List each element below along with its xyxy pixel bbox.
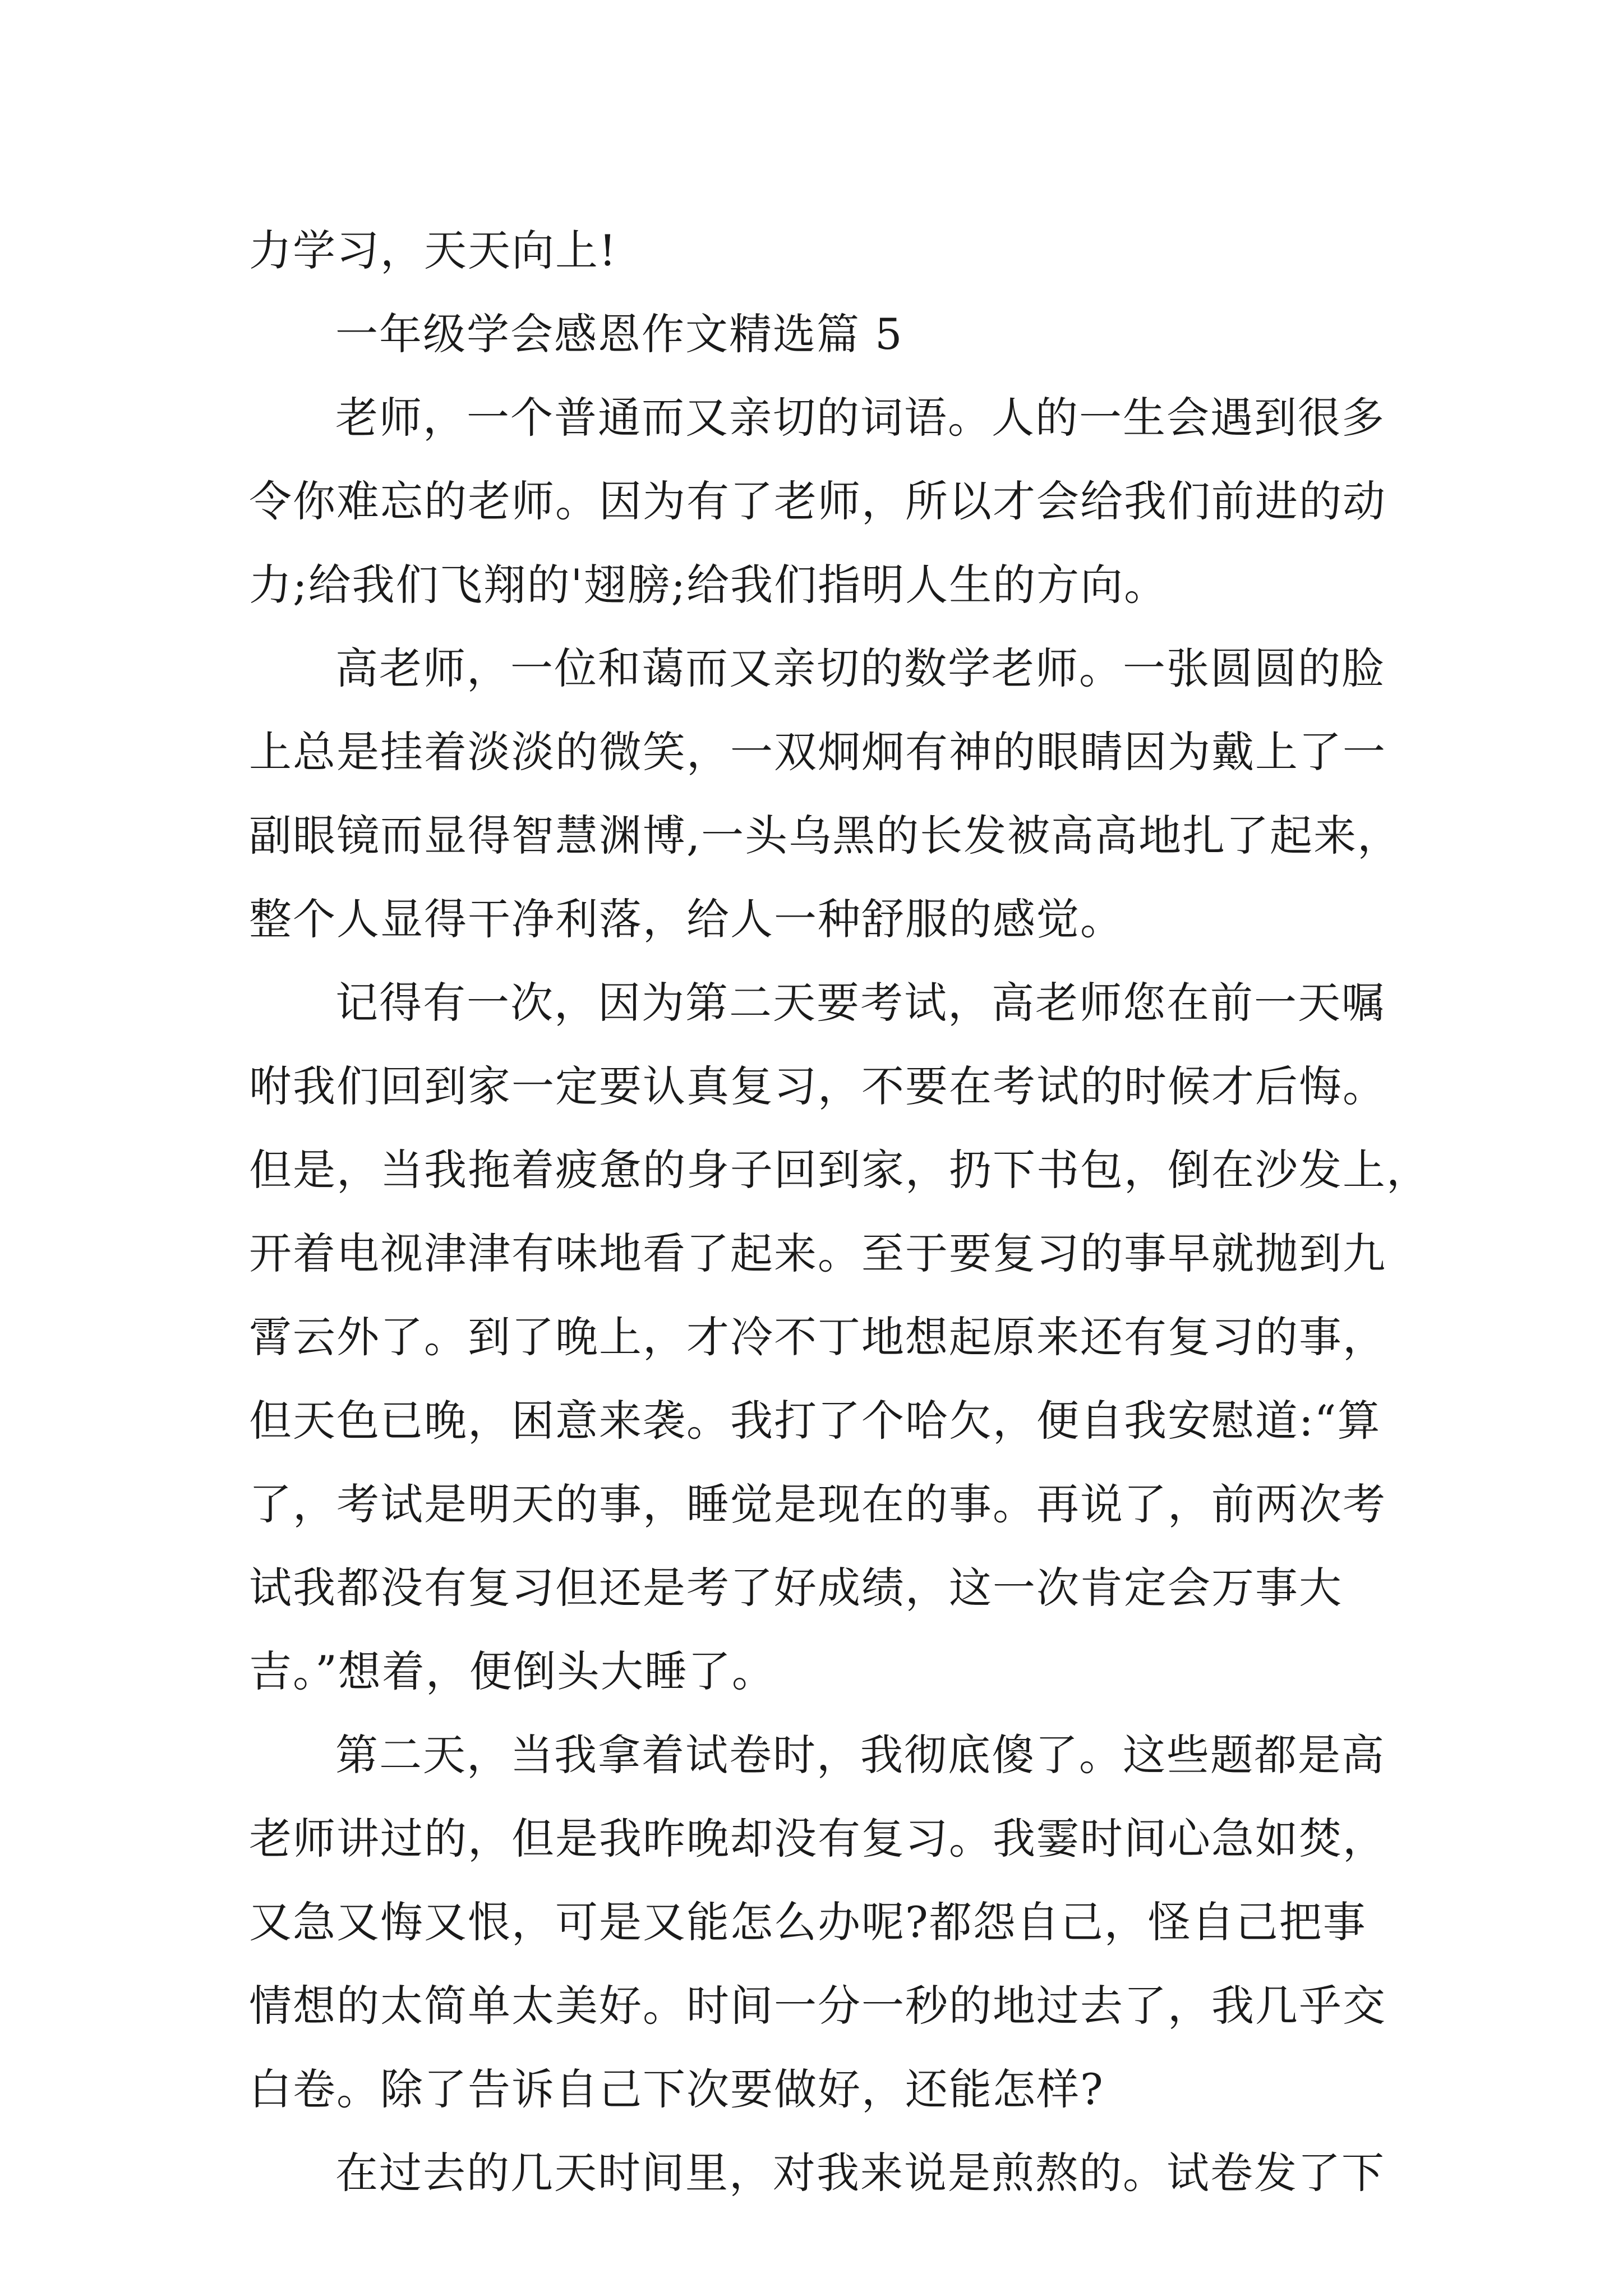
text-line: 吉。”想着，便倒头大睡了。: [249, 1646, 776, 1696]
text-line: 高老师，一位和蔼而又亲切的数学老师。一张圆圆的脸: [335, 643, 1385, 693]
text-line: 咐我们回到家一定要认真复习，不要在考试的时候才后悔。: [249, 1061, 1386, 1111]
section-heading: 一年级学会感恩作文精选篇 5: [335, 309, 903, 359]
text-line: 老师讲过的，但是我昨晚却没有复习。我霎时间心急如焚，: [249, 1814, 1386, 1864]
text-line: 上总是挂着淡淡的微笑，一双炯炯有神的眼睛因为戴上了一: [249, 727, 1386, 777]
text-line: 副眼镜而显得智慧渊博,一头乌黑的长发被高高地扎了起来，: [249, 811, 1401, 861]
text-line: 了，考试是明天的事，睡觉是现在的事。再说了，前两次考: [249, 1479, 1386, 1529]
text-line: 力学习，天天向上!: [249, 226, 617, 275]
text-line: 霄云外了。到了晚上，才冷不丁地想起原来还有复习的事，: [249, 1312, 1386, 1362]
text-line: 又急又悔又恨，可是又能怎么办呢?都怨自己，怪自己把事: [249, 1897, 1367, 1947]
text-line: 第二天，当我拿着试卷时，我彻底傻了。这些题都是高: [335, 1730, 1385, 1780]
text-line: 但是，当我拖着疲惫的身子回到家，扔下书包，倒在沙发上，: [249, 1145, 1430, 1195]
document-body: [249, 209, 1430, 2215]
text-line: 开着电视津津有味地看了起来。至于要复习的事早就抛到九: [249, 1228, 1386, 1278]
text-line: 但天色已晚，困意来袭。我打了个哈欠，便自我安慰道:“算: [249, 1396, 1381, 1446]
text-line: 力;给我们飞翔的'翅膀;给我们指明人生的方向。: [249, 560, 1168, 610]
text-line: 令你难忘的老师。因为有了老师，所以才会给我们前进的动: [249, 476, 1386, 526]
text-line: 在过去的几天时间里，对我来说是煎熬的。试卷发了下: [335, 2148, 1385, 2198]
text-line: 情想的太简单太美好。时间一分一秒的地过去了，我几乎交: [249, 1981, 1386, 2031]
text-line: 老师，一个普通而又亲切的词语。人的一生会遇到很多: [335, 393, 1385, 443]
text-line: 白卷。除了告诉自己下次要做好，还能怎样?: [249, 2064, 1104, 2114]
text-line: 整个人显得干净利落，给人一种舒服的感觉。: [249, 894, 1124, 944]
text-line: 试我都没有复习但还是考了好成绩，这一次肯定会万事大: [249, 1563, 1343, 1613]
text-line: 记得有一次，因为第二天要考试，高老师您在前一天嘱: [335, 978, 1385, 1028]
